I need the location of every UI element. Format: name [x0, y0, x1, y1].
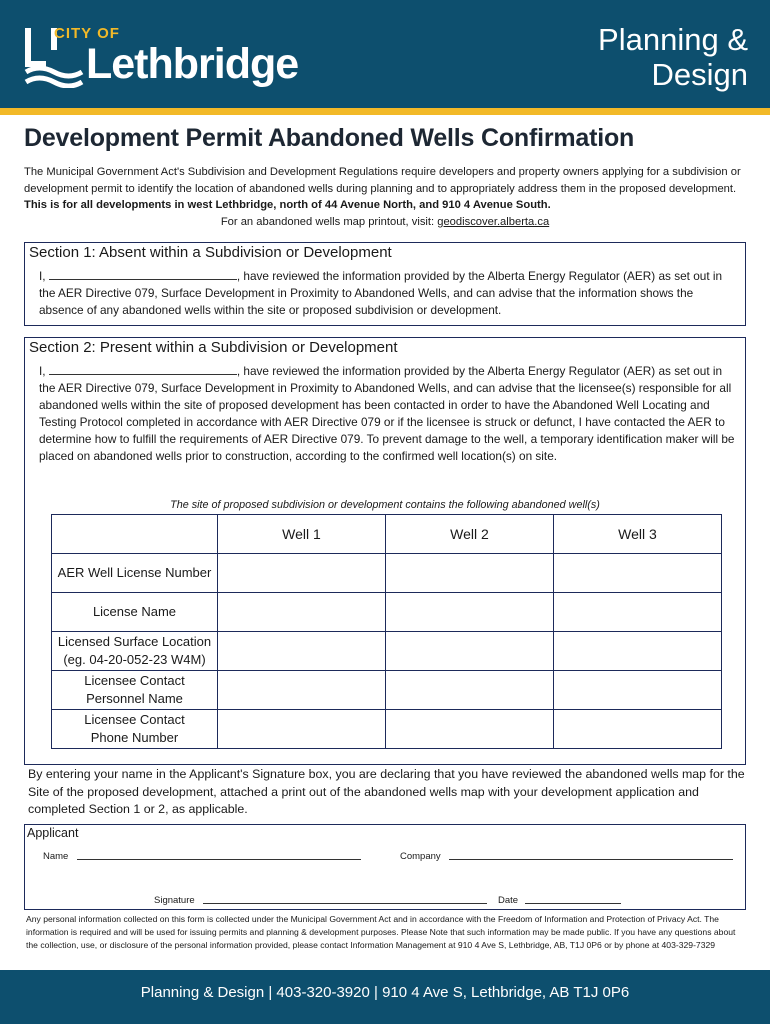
table-input-cell[interactable]	[554, 710, 722, 749]
table-row	[52, 632, 722, 671]
declaration-text: By entering your name in the Applicant's Signature box, you are declaring that you have reviewed the abandoned wells map for the Site of the proposed development, attached a print out of the abandoned wells map with your development application and completed Section 1 or 2, as applicable.	[28, 767, 745, 816]
table-header-cell: Well 3	[554, 515, 722, 554]
department-line1: Planning &	[598, 22, 748, 57]
row-label	[52, 554, 218, 593]
table-input-cell[interactable]	[554, 632, 722, 671]
date-field[interactable]	[525, 903, 621, 904]
row-label-line: Personnel Name	[86, 691, 183, 706]
section-1-box	[24, 242, 746, 326]
logo-name-text: Lethbridge	[86, 40, 299, 88]
table-header-row	[52, 515, 722, 554]
geodiscover-link[interactable]: geodiscover.alberta.ca	[437, 216, 550, 228]
intro-bold-text: This is for all developments in west Lethbridge, north of 44 Avenue North, and 910 4 Avenue South.	[24, 199, 551, 211]
table-input-cell[interactable]	[218, 632, 386, 671]
page-footer: Planning & Design | 403-320-3920 | 910 4 Ave S, Lethbridge, AB T1J 0P6	[0, 970, 770, 1024]
section-2-text: , have reviewed the information provided by the Alberta Energy Regulator (AER) as set out in the AER Directive 079, Surface Development in Proximity to Abandoned Wells, and can advise that the licensee(s) responsible for all abandoned wells within the site of proposed development has been contacted in order to have the Abandoned Well Locating and Testing Protocol completed in accordance with AER Directive 079 or if the licensee is struck or defunct, I have contacted the AER to determine how to fulfill the requirements of AER Directive 079. To prevent damage to the well, a temporary identification maker will be placed on abandoned wells prior to construction, according to the confirmed well location(s) on site.	[39, 364, 735, 463]
table-header-cell: Well 1	[218, 515, 386, 554]
section-2-name-field[interactable]	[49, 364, 237, 375]
section-2-body	[39, 363, 735, 465]
row-label-line: Licensed Surface Location	[57, 634, 212, 649]
logo-city-text: CITY OF	[54, 25, 120, 42]
row-label-line: (eg. 04-20-052-23 W4M)	[63, 652, 206, 667]
table-input-cell[interactable]	[218, 554, 386, 593]
applicant-title: Applicant	[27, 826, 79, 840]
row-label-line: Phone Number	[90, 730, 179, 745]
table-row	[52, 671, 722, 710]
table-row	[52, 593, 722, 632]
row-label	[52, 593, 218, 632]
row-label-line: License Name	[92, 604, 177, 619]
row-label	[52, 671, 218, 710]
company-label: Company	[400, 851, 441, 862]
privacy-notice: Any personal information collected on this form is collected under the Municipal Government Act and in accordance with the Freedom of Information and Protection of Privacy Act. The information is required and will be used for issuing permits and planning & development purposes. Please Note that such information may be made public. If you have any questions about the collection, use, or disclosure of the personal information provided, please contact Information Management at 910 4 Ave S, Lethbridge, AB, T1J 0P6 or by phone at 403-329-7329	[26, 914, 736, 951]
intro-text: The Municipal Government Act's Subdivision and Development Regulations require developers and property owners applying for a subdivision or development permit to identify the location of abandoned wells during planning and to appropriately address them in the proposed development.	[24, 166, 741, 195]
map-link-line	[0, 216, 770, 228]
city-logo	[24, 20, 304, 92]
intro-paragraph	[24, 164, 746, 214]
name-field[interactable]	[77, 859, 361, 860]
applicant-box	[24, 824, 746, 910]
signature-field[interactable]	[203, 903, 487, 904]
table-header-cell	[52, 515, 218, 554]
table-input-cell[interactable]	[386, 671, 554, 710]
table-input-cell[interactable]	[386, 554, 554, 593]
section-1-name-field[interactable]	[49, 269, 237, 280]
row-label	[52, 632, 218, 671]
section-1-prefix: I,	[39, 269, 46, 283]
table-input-cell[interactable]	[218, 710, 386, 749]
table-input-cell[interactable]	[554, 671, 722, 710]
table-input-cell[interactable]	[218, 671, 386, 710]
name-label: Name	[43, 851, 69, 862]
company-field[interactable]	[449, 859, 733, 860]
table-row	[52, 554, 722, 593]
table-header-cell: Well 2	[386, 515, 554, 554]
header-accent-stripe	[0, 108, 770, 115]
table-input-cell[interactable]	[386, 710, 554, 749]
section-2-prefix: I,	[39, 364, 46, 378]
page-header	[0, 0, 770, 108]
table-input-cell[interactable]	[554, 593, 722, 632]
section-2-title: Section 2: Present within a Subdivision or Development	[29, 339, 398, 356]
table-input-cell[interactable]	[554, 554, 722, 593]
map-prefix: For an abandoned wells map printout, visit:	[220, 216, 435, 228]
table-input-cell[interactable]	[218, 593, 386, 632]
abandoned-wells-table	[51, 514, 722, 749]
wells-table-caption: The site of proposed subdivision or development contains the following abandoned well(s)	[170, 499, 600, 511]
table-input-cell[interactable]	[386, 632, 554, 671]
department-line2: Design	[651, 57, 748, 92]
page-title: Development Permit Abandoned Wells Confirmation	[24, 124, 635, 152]
row-label-line: AER Well License Number	[57, 565, 212, 580]
signature-label: Signature	[154, 895, 195, 906]
section-1-title: Section 1: Absent within a Subdivision or Development	[29, 244, 392, 261]
row-label-line: Licensee Contact	[84, 673, 185, 688]
row-label	[52, 710, 218, 749]
date-label: Date	[498, 895, 519, 906]
table-input-cell[interactable]	[386, 593, 554, 632]
row-label-line: Licensee Contact	[84, 712, 185, 727]
section-1-body	[39, 268, 735, 319]
department-name	[598, 22, 748, 92]
section-1-text: , have reviewed the information provided by the Alberta Energy Regulator (AER) as set out in the AER Directive 079, Surface Development in Proximity to Abandoned Wells, and can advise that the information shows the absence of any abandoned wells within the site or proposed subdivision or development.	[39, 269, 723, 317]
table-row	[52, 710, 722, 749]
